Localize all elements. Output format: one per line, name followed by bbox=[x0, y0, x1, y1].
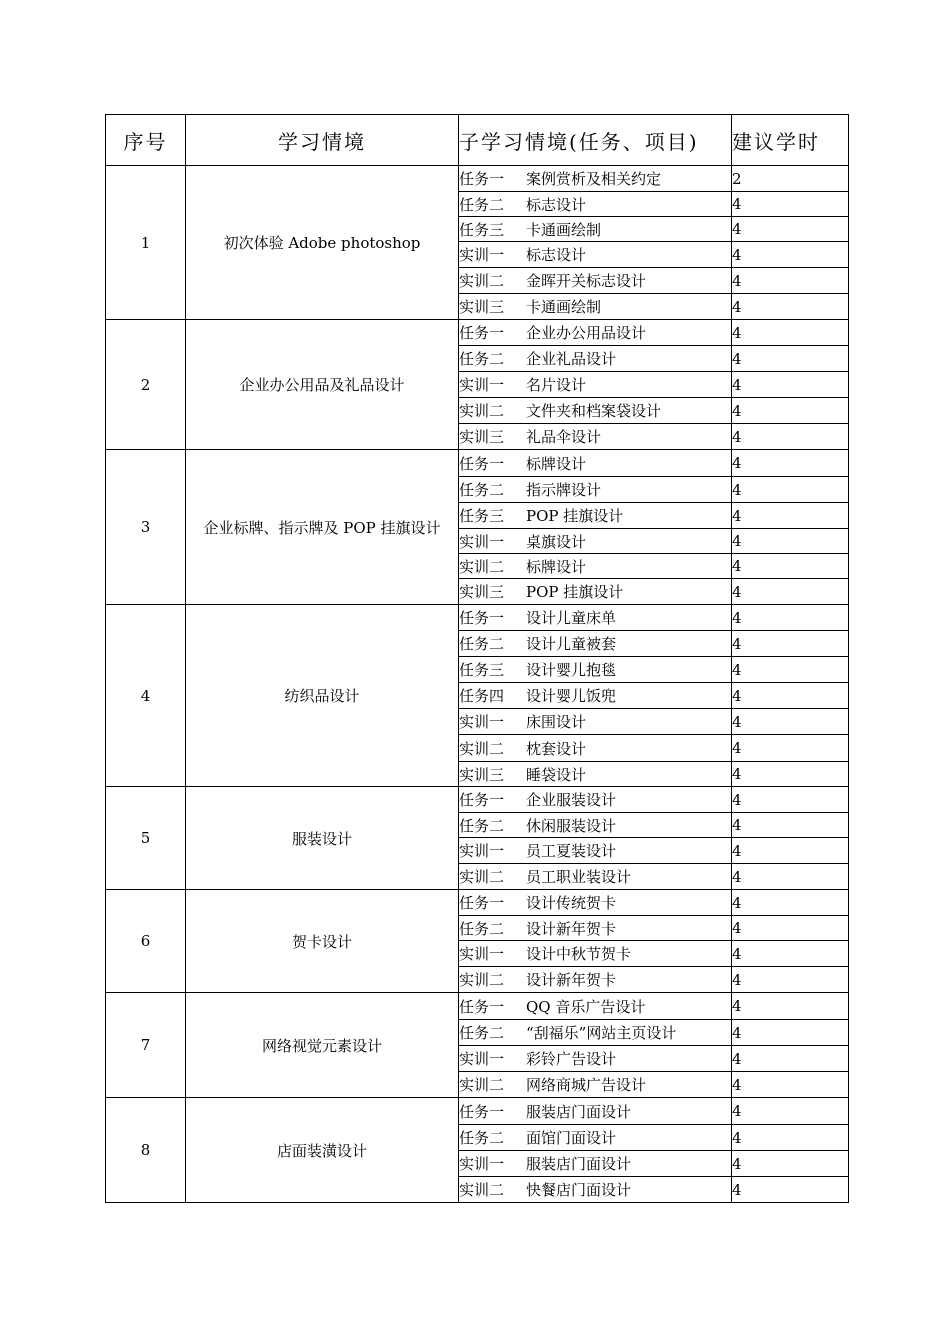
sub-situation-cell bbox=[459, 967, 732, 993]
sub-situation-name: 员工职业装设计 bbox=[526, 868, 632, 886]
suggested-hours-cell: 4 bbox=[732, 217, 849, 242]
sub-situation-kind: 实训二 bbox=[459, 1181, 505, 1199]
sub-situation-kind: 任务二 bbox=[459, 635, 505, 653]
sub-situation-kind: 任务三 bbox=[459, 507, 505, 525]
sub-situation-name: 设计传统贺卡 bbox=[526, 894, 617, 912]
sub-situation-name: POP 挂旗设计 bbox=[526, 583, 624, 601]
table-row bbox=[106, 890, 849, 916]
sub-situation-name: 桌旗设计 bbox=[526, 532, 587, 551]
sequence-number-cell: 3 bbox=[106, 450, 186, 605]
suggested-hours-cell: 4 bbox=[732, 631, 849, 657]
sub-situation-cell bbox=[459, 503, 732, 529]
course-schedule-table bbox=[105, 114, 849, 1203]
sub-situation-name: 标志设计 bbox=[526, 246, 587, 264]
sub-situation-kind: 实训二 bbox=[459, 739, 505, 758]
sub-situation-name: 礼品伞设计 bbox=[526, 428, 602, 446]
suggested-hours-cell: 4 bbox=[732, 993, 849, 1020]
table-row bbox=[106, 993, 849, 1020]
suggested-hours-cell: 4 bbox=[732, 529, 849, 554]
suggested-hours-cell: 4 bbox=[732, 1177, 849, 1203]
learning-situation-cell: 贺卡设计 bbox=[186, 890, 459, 993]
sub-situation-name: 标牌设计 bbox=[526, 454, 587, 473]
suggested-hours-cell: 4 bbox=[732, 1046, 849, 1072]
sub-situation-name: 服装店门面设计 bbox=[526, 1155, 632, 1173]
sub-situation-name: 名片设计 bbox=[526, 376, 587, 394]
sub-situation-name: 彩铃广告设计 bbox=[526, 1050, 617, 1068]
sub-situation-cell bbox=[459, 683, 732, 709]
sub-situation-name: 设计新年贺卡 bbox=[526, 919, 617, 938]
sub-situation-cell bbox=[459, 864, 732, 890]
table-row bbox=[106, 450, 849, 477]
sub-situation-cell bbox=[459, 1072, 732, 1098]
sub-situation-kind: 实训三 bbox=[459, 583, 505, 601]
suggested-hours-cell: 4 bbox=[732, 1098, 849, 1125]
sub-situation-name: 服装店门面设计 bbox=[526, 1102, 632, 1121]
sub-situation-kind: 实训一 bbox=[459, 1050, 505, 1068]
sub-situation-kind: 任务一 bbox=[459, 324, 505, 342]
sub-situation-kind: 实训一 bbox=[459, 713, 505, 731]
sequence-number-cell: 6 bbox=[106, 890, 186, 993]
suggested-hours-cell: 4 bbox=[732, 268, 849, 294]
sub-situation-cell bbox=[459, 657, 732, 683]
sub-situation-cell bbox=[459, 320, 732, 346]
suggested-hours-cell: 4 bbox=[732, 683, 849, 709]
sub-situation-cell bbox=[459, 217, 732, 242]
suggested-hours-cell: 4 bbox=[732, 1072, 849, 1098]
suggested-hours-cell: 4 bbox=[732, 398, 849, 424]
table-row bbox=[106, 320, 849, 346]
suggested-hours-cell: 4 bbox=[732, 554, 849, 579]
sub-situation-kind: 实训一 bbox=[459, 532, 505, 551]
sub-situation-cell bbox=[459, 294, 732, 320]
sub-situation-name: 企业办公用品设计 bbox=[526, 324, 647, 342]
sub-situation-cell bbox=[459, 916, 732, 941]
sequence-number-cell: 4 bbox=[106, 605, 186, 787]
suggested-hours-cell: 4 bbox=[732, 762, 849, 787]
sub-situation-name: 睡袋设计 bbox=[526, 765, 587, 784]
sub-situation-cell bbox=[459, 166, 732, 192]
table-row bbox=[106, 787, 849, 813]
sub-situation-kind: 任务一 bbox=[459, 997, 505, 1016]
table-header-row bbox=[106, 115, 849, 166]
sub-situation-name: POP 挂旗设计 bbox=[526, 507, 624, 525]
sub-situation-cell bbox=[459, 529, 732, 554]
sub-situation-name: “刮福乐”网站主页设计 bbox=[526, 1024, 677, 1042]
sub-situation-name: 设计中秋节贺卡 bbox=[526, 945, 632, 963]
suggested-hours-cell: 4 bbox=[732, 1020, 849, 1046]
sub-situation-kind: 实训二 bbox=[459, 1076, 505, 1094]
sub-situation-cell bbox=[459, 1020, 732, 1046]
sub-situation-cell bbox=[459, 1046, 732, 1072]
sub-situation-kind: 实训三 bbox=[459, 428, 505, 446]
sub-situation-kind: 实训二 bbox=[459, 971, 505, 989]
suggested-hours-cell: 4 bbox=[732, 967, 849, 993]
suggested-hours-cell: 4 bbox=[732, 320, 849, 346]
sub-situation-name: 案例赏析及相关约定 bbox=[526, 170, 662, 188]
suggested-hours-cell: 4 bbox=[732, 346, 849, 372]
suggested-hours-cell: 4 bbox=[732, 735, 849, 762]
suggested-hours-cell: 4 bbox=[732, 813, 849, 838]
suggested-hours-cell: 4 bbox=[732, 941, 849, 967]
sub-situation-cell bbox=[459, 1098, 732, 1125]
suggested-hours-cell: 4 bbox=[732, 787, 849, 813]
sub-situation-cell bbox=[459, 450, 732, 477]
sub-situation-name: 床围设计 bbox=[526, 713, 587, 731]
suggested-hours-cell: 4 bbox=[732, 294, 849, 320]
learning-situation-cell: 企业办公用品及礼品设计 bbox=[186, 320, 459, 450]
suggested-hours-cell: 4 bbox=[732, 1151, 849, 1177]
sub-situation-cell bbox=[459, 192, 732, 217]
suggested-hours-cell: 4 bbox=[732, 503, 849, 529]
header-seq: 序号 bbox=[106, 115, 186, 166]
learning-situation-cell: 店面装潢设计 bbox=[186, 1098, 459, 1203]
sub-situation-cell bbox=[459, 554, 732, 579]
sub-situation-cell bbox=[459, 372, 732, 398]
sub-situation-kind: 实训一 bbox=[459, 945, 505, 963]
suggested-hours-cell: 4 bbox=[732, 657, 849, 683]
sub-situation-kind: 任务二 bbox=[459, 816, 505, 835]
sub-situation-kind: 实训二 bbox=[459, 868, 505, 886]
sub-situation-cell bbox=[459, 941, 732, 967]
suggested-hours-cell: 4 bbox=[732, 450, 849, 477]
sequence-number-cell: 2 bbox=[106, 320, 186, 450]
suggested-hours-cell: 4 bbox=[732, 424, 849, 450]
sub-situation-cell bbox=[459, 579, 732, 605]
sub-situation-name: 企业服装设计 bbox=[526, 791, 617, 809]
sequence-number-cell: 1 bbox=[106, 166, 186, 320]
sub-situation-kind: 任务二 bbox=[459, 350, 505, 368]
sub-situation-kind: 任务二 bbox=[459, 1024, 505, 1042]
sub-situation-cell bbox=[459, 346, 732, 372]
sub-situation-cell bbox=[459, 787, 732, 813]
sub-situation-cell bbox=[459, 762, 732, 787]
sub-situation-cell bbox=[459, 813, 732, 838]
sequence-number-cell: 7 bbox=[106, 993, 186, 1098]
sub-situation-cell bbox=[459, 838, 732, 864]
sub-situation-name: 设计儿童被套 bbox=[526, 635, 617, 653]
sub-situation-name: 文件夹和档案袋设计 bbox=[526, 402, 662, 420]
sub-situation-kind: 任务一 bbox=[459, 609, 505, 627]
header-hours: 建议学时 bbox=[732, 115, 849, 166]
sub-situation-kind: 任务一 bbox=[459, 894, 505, 912]
sub-situation-kind: 任务二 bbox=[459, 195, 505, 214]
sub-situation-name: 枕套设计 bbox=[526, 739, 587, 758]
sub-situation-kind: 实训二 bbox=[459, 557, 505, 576]
sub-situation-cell bbox=[459, 242, 732, 268]
suggested-hours-cell: 4 bbox=[732, 605, 849, 631]
sub-situation-kind: 任务一 bbox=[459, 170, 505, 188]
learning-situation-cell: 网络视觉元素设计 bbox=[186, 993, 459, 1098]
suggested-hours-cell: 4 bbox=[732, 579, 849, 605]
header-situation: 学习情境 bbox=[186, 115, 459, 166]
sub-situation-cell bbox=[459, 477, 732, 503]
sub-situation-name: 指示牌设计 bbox=[526, 481, 602, 499]
sub-situation-name: 标牌设计 bbox=[526, 557, 587, 576]
sub-situation-name: 面馆门面设计 bbox=[526, 1129, 617, 1147]
sub-situation-kind: 任务二 bbox=[459, 1129, 505, 1147]
sub-situation-kind: 任务二 bbox=[459, 919, 505, 938]
sub-situation-kind: 任务一 bbox=[459, 454, 505, 473]
sub-situation-cell bbox=[459, 424, 732, 450]
sub-situation-kind: 实训一 bbox=[459, 246, 505, 264]
suggested-hours-cell: 2 bbox=[732, 166, 849, 192]
sub-situation-kind: 任务二 bbox=[459, 481, 505, 499]
sub-situation-name: 员工夏装设计 bbox=[526, 842, 617, 860]
sub-situation-kind: 实训二 bbox=[459, 402, 505, 420]
table-row bbox=[106, 1098, 849, 1125]
sub-situation-cell bbox=[459, 1125, 732, 1151]
suggested-hours-cell: 4 bbox=[732, 242, 849, 268]
sub-situation-name: 卡通画绘制 bbox=[526, 220, 602, 239]
learning-situation-cell: 企业标牌、指示牌及 POP 挂旗设计 bbox=[186, 450, 459, 605]
sub-situation-cell bbox=[459, 890, 732, 916]
suggested-hours-cell: 4 bbox=[732, 192, 849, 217]
sub-situation-cell bbox=[459, 1151, 732, 1177]
learning-situation-cell: 服装设计 bbox=[186, 787, 459, 890]
sub-situation-kind: 实训一 bbox=[459, 376, 505, 394]
sequence-number-cell: 5 bbox=[106, 787, 186, 890]
suggested-hours-cell: 4 bbox=[732, 890, 849, 916]
suggested-hours-cell: 4 bbox=[732, 372, 849, 398]
sub-situation-kind: 任务三 bbox=[459, 661, 505, 679]
sub-situation-cell bbox=[459, 268, 732, 294]
table-row bbox=[106, 166, 849, 192]
sub-situation-kind: 任务一 bbox=[459, 1102, 505, 1121]
table-row bbox=[106, 605, 849, 631]
sub-situation-name: 休闲服装设计 bbox=[526, 816, 617, 835]
suggested-hours-cell: 4 bbox=[732, 838, 849, 864]
sub-situation-name: 设计儿童床单 bbox=[526, 609, 617, 627]
sub-situation-name: 网络商城广告设计 bbox=[526, 1076, 647, 1094]
learning-situation-cell: 纺织品设计 bbox=[186, 605, 459, 787]
sub-situation-kind: 实训三 bbox=[459, 765, 505, 784]
sub-situation-name: 金晖开关标志设计 bbox=[526, 272, 647, 290]
sub-situation-name: 设计婴儿抱毯 bbox=[526, 661, 617, 679]
suggested-hours-cell: 4 bbox=[732, 477, 849, 503]
sub-situation-name: 卡通画绘制 bbox=[526, 298, 602, 316]
sub-situation-kind: 实训一 bbox=[459, 1155, 505, 1173]
sub-situation-name: 标志设计 bbox=[526, 195, 587, 214]
suggested-hours-cell: 4 bbox=[732, 864, 849, 890]
learning-situation-cell: 初次体验 Adobe photoshop bbox=[186, 166, 459, 320]
suggested-hours-cell: 4 bbox=[732, 1125, 849, 1151]
sub-situation-kind: 实训二 bbox=[459, 272, 505, 290]
suggested-hours-cell: 4 bbox=[732, 916, 849, 941]
sub-situation-name: QQ 音乐广告设计 bbox=[526, 997, 646, 1016]
sub-situation-cell bbox=[459, 1177, 732, 1203]
sub-situation-cell bbox=[459, 605, 732, 631]
sub-situation-cell bbox=[459, 993, 732, 1020]
sub-situation-name: 快餐店门面设计 bbox=[526, 1181, 632, 1199]
sub-situation-kind: 实训三 bbox=[459, 298, 505, 316]
sub-situation-cell bbox=[459, 735, 732, 762]
sub-situation-name: 设计新年贺卡 bbox=[526, 971, 617, 989]
sub-situation-kind: 任务三 bbox=[459, 220, 505, 239]
sub-situation-cell bbox=[459, 631, 732, 657]
sub-situation-kind: 实训一 bbox=[459, 842, 505, 860]
header-sub-situation: 子学习情境(任务、项目) bbox=[459, 115, 732, 166]
suggested-hours-cell: 4 bbox=[732, 709, 849, 735]
sub-situation-cell bbox=[459, 709, 732, 735]
sub-situation-kind: 任务四 bbox=[459, 687, 505, 705]
sequence-number-cell: 8 bbox=[106, 1098, 186, 1203]
sub-situation-kind: 任务一 bbox=[459, 791, 505, 809]
sub-situation-cell bbox=[459, 398, 732, 424]
sub-situation-name: 设计婴儿饭兜 bbox=[526, 687, 617, 705]
sub-situation-name: 企业礼品设计 bbox=[526, 350, 617, 368]
